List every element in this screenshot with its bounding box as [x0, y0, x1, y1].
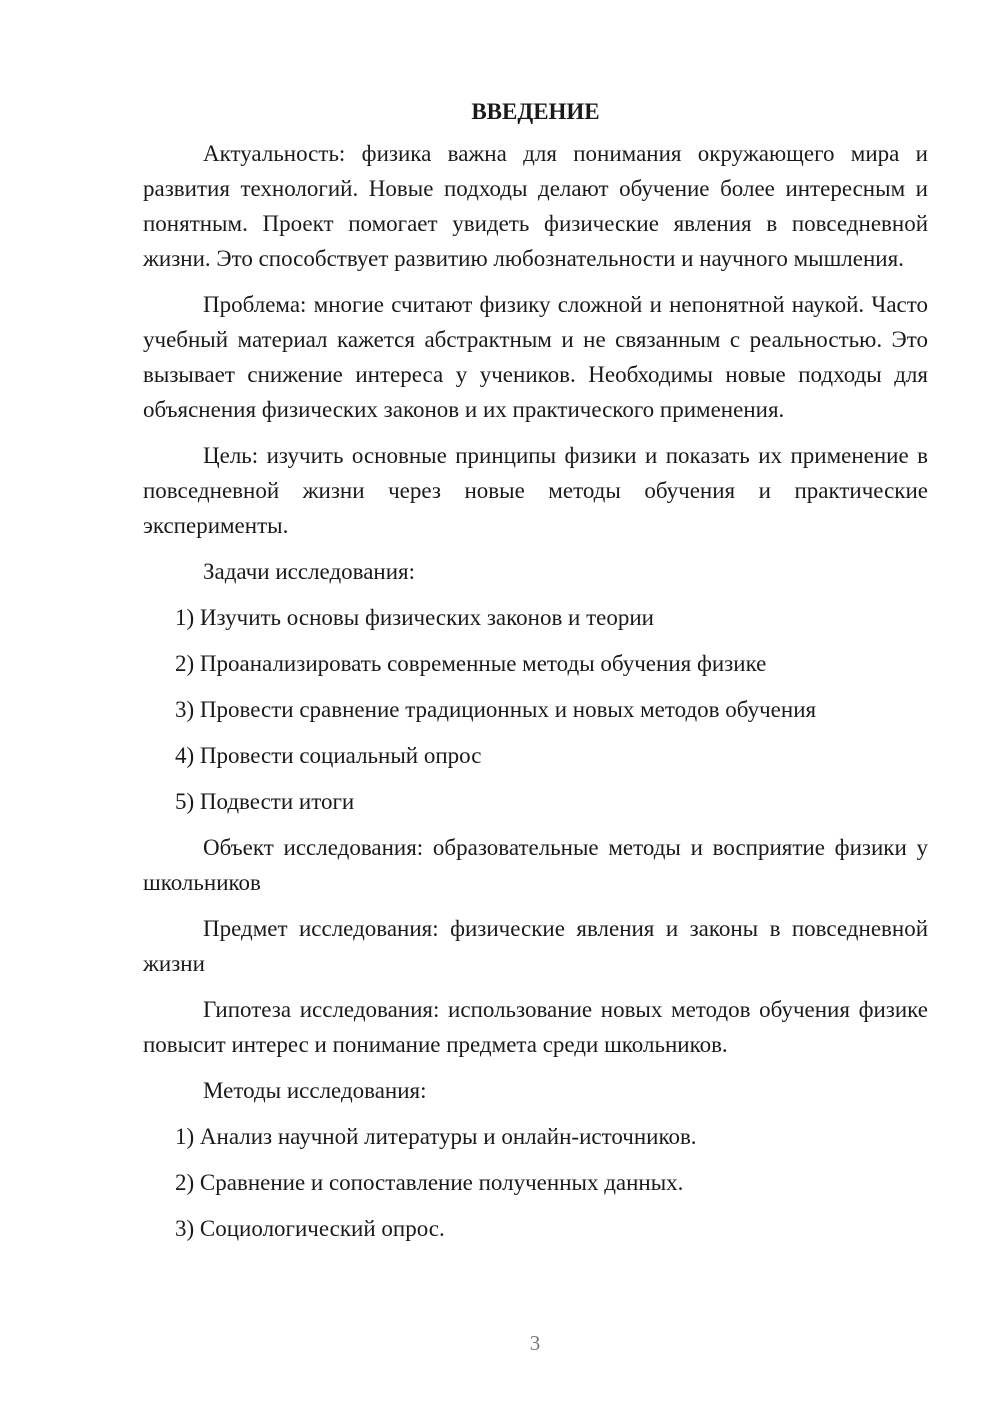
hypothesis-paragraph: Гипотеза исследования: использование новых методов обучения физике повысит интерес и понимание предмета среди школьников. [143, 997, 928, 1057]
object-paragraph: Объект исследования: образовательные методы и восприятие физики у школьников [143, 835, 928, 895]
page-title: ВВЕДЕНИЕ [471, 99, 600, 124]
methods-list [143, 1119, 928, 1246]
goal-paragraph: Цель: изучить основные принципы физики и показать их применение в повседневной жизни через новые методы обучения и практические эксперименты. [143, 443, 928, 538]
page-number: 3 [529, 1331, 541, 1355]
list-item: 2) Сравнение и сопоставление полученных данных. [175, 1170, 684, 1195]
tasks-list [143, 600, 928, 819]
list-item: 1) Анализ научной литературы и онлайн-источников. [175, 1124, 697, 1149]
list-item: 3) Провести сравнение традиционных и новых методов обучения [175, 697, 817, 722]
list-item: 2) Проанализировать современные методы обучения физике [175, 651, 767, 676]
subject-paragraph: Предмет исследования: физические явления и законы в повседневной жизни [143, 916, 928, 976]
tasks-heading: Задачи исследования: [203, 559, 416, 584]
relevance-paragraph: Актуальность: физика важна для понимания окружающего мира и развития технологий. Новые подходы делают обучение более интересным и понятным. Проект помогает увидеть физические явления в повседневной жизни. Это способствует развитию любознательности и научного мышления. [143, 141, 928, 271]
list-item: 4) Провести социальный опрос [175, 743, 482, 768]
list-item: 3) Социологический опрос. [175, 1216, 445, 1241]
document-page [143, 95, 928, 1257]
problem-paragraph: Проблема: многие считают физику сложной и непонятной наукой. Часто учебный материал кажется абстрактным и не связанным с реальностью. Это вызывает снижение интереса у учеников. Необходимы новые подходы для объяснения физических законов и их практического применения. [143, 292, 928, 422]
methods-heading: Методы исследования: [203, 1078, 427, 1103]
list-item: 1) Изучить основы физических законов и теории [175, 605, 654, 630]
list-item: 5) Подвести итоги [175, 789, 355, 814]
